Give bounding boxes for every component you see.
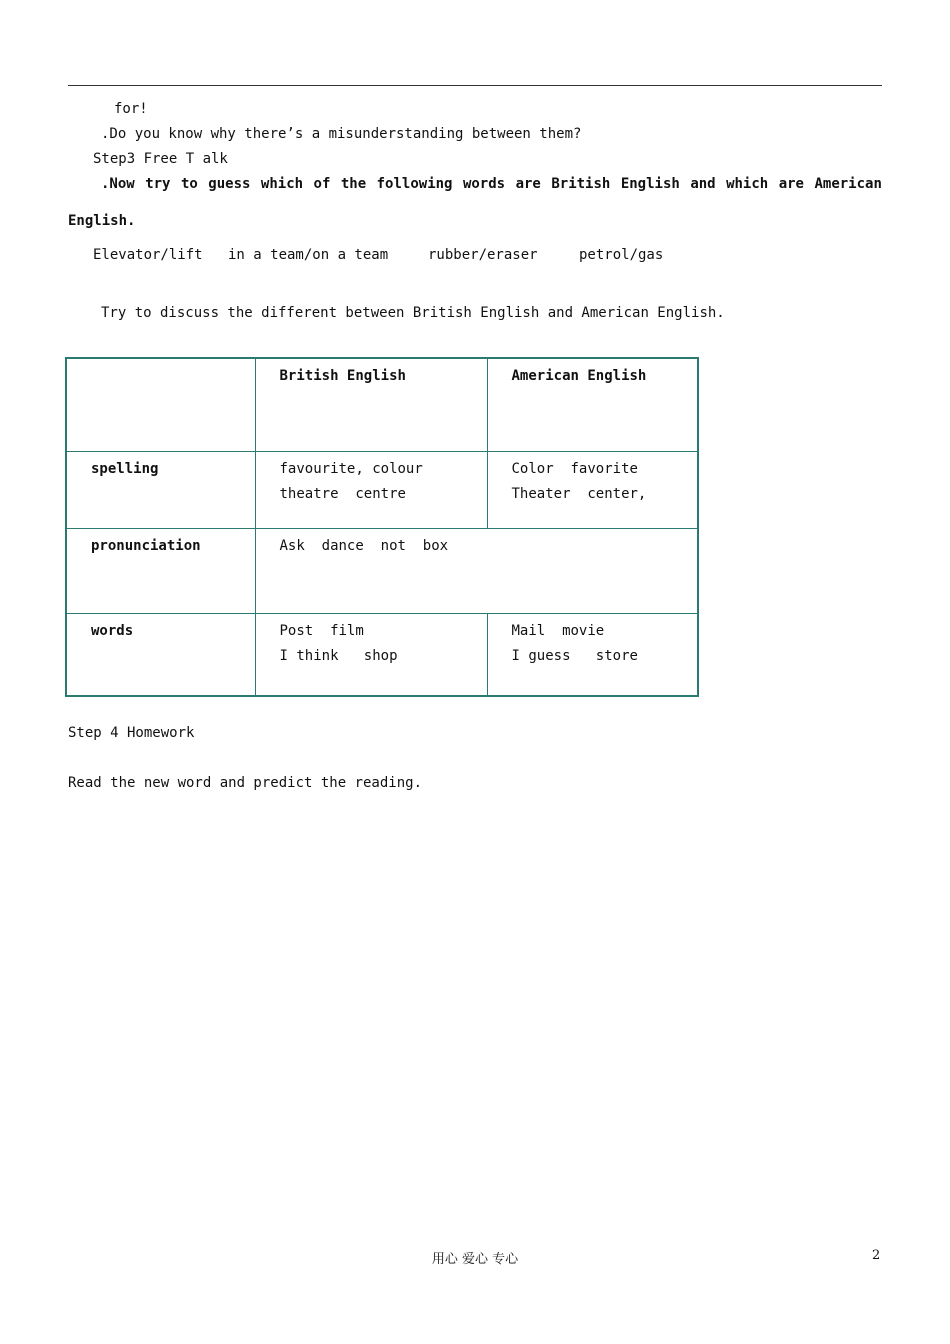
guess-word: words <box>462 176 506 192</box>
word-pair: in a team/on a team <box>228 247 389 263</box>
row-label: words <box>66 614 255 697</box>
heading-step4: Step 4 Homework <box>68 725 195 741</box>
cell-american: Mail movie I guess store <box>487 614 698 697</box>
row-label: pronunciation <box>66 529 255 614</box>
guess-word: of <box>313 176 331 192</box>
text-for: for! <box>114 101 148 117</box>
table-header-british: British English <box>255 358 487 452</box>
guess-word: British <box>551 176 611 192</box>
cell-american: Color favorite Theater center, <box>487 452 698 529</box>
table-header-row <box>66 358 698 452</box>
guess-word: which <box>726 176 769 192</box>
text-discuss: Try to discuss the different between British English and American English. <box>101 305 725 321</box>
table-header-cell <box>66 358 255 452</box>
cell-british: Post film I think shop <box>255 614 487 697</box>
guess-word: try <box>145 176 171 192</box>
table-row <box>66 614 698 697</box>
row-label: spelling <box>66 452 255 529</box>
guess-word: guess <box>208 176 251 192</box>
word-pair: petrol/gas <box>579 247 664 263</box>
header-rule <box>68 85 882 86</box>
text-question: .Do you know why there’s a misunderstanding between them? <box>101 126 582 142</box>
guess-word: American <box>814 176 882 192</box>
page-number: 2 <box>872 1248 881 1263</box>
word-pair: rubber/eraser <box>428 247 538 263</box>
cell-british: Ask dance not box <box>255 529 698 614</box>
cell-british: favourite, colour theatre centre <box>255 452 487 529</box>
guess-word: and <box>690 176 716 192</box>
text-guess-instruction-cont: English. <box>68 213 136 229</box>
guess-word: to <box>180 176 198 192</box>
footer-motto: 用心 爱心 专心 <box>431 1252 519 1267</box>
guess-word: are <box>778 176 804 192</box>
heading-step3: Step3 Free T alk <box>93 151 228 167</box>
table-row <box>66 529 698 614</box>
guess-word: .Now <box>101 176 135 192</box>
guess-word: following <box>376 176 453 192</box>
text-homework: Read the new word and predict the reading. <box>68 775 423 791</box>
guess-word: the <box>340 176 367 192</box>
guess-word: English <box>620 176 680 192</box>
guess-word: which <box>260 176 304 192</box>
table-header-american: American English <box>487 358 698 452</box>
guess-word: are <box>515 176 541 192</box>
table-row <box>66 452 698 529</box>
comparison-table <box>65 357 699 697</box>
word-pair: Elevator/lift <box>93 247 203 263</box>
text-guess-instruction <box>101 174 882 194</box>
